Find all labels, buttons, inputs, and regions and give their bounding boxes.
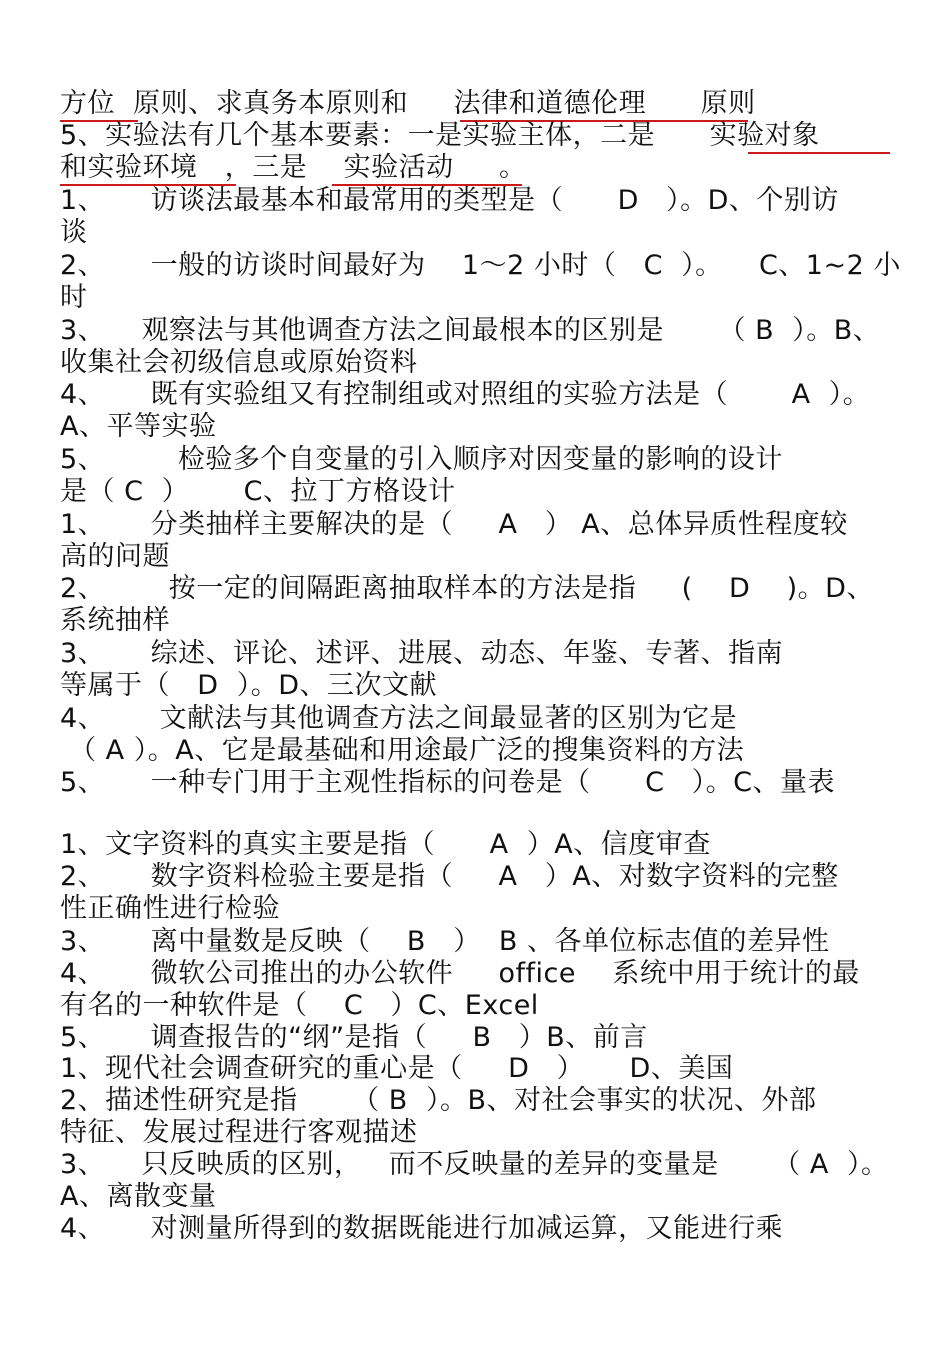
text-line: 1、文字资料的真实主要是指（ A ）A、信度审查 [60,829,711,860]
text-line: 5、 检验多个自变量的引入顺序对因变量的影响的设计 [60,444,783,475]
text-line: 方位 原则、求真务本原则和 法律和道德伦理 原则 [60,88,756,119]
text-line: 高的问题 [60,541,170,572]
text-line: 1、现代社会调查研究的重心是（ D ） D、美国 [60,1053,734,1084]
text-line: 3、 只反映质的区别， 而不反映量的差异的变量是 （ A ）。 [60,1149,889,1180]
text-line: 4、 对测量所得到的数据既能进行加减运算，又能进行乘 [60,1213,784,1244]
text-line: 和实验环境 ，三是 实验活动 。 [60,152,527,183]
text-line: A、平等实验 [60,411,217,442]
text-line: 2、 一般的访谈时间最好为 1～2 小时（ C ）。 C、1~2 小 [60,250,901,281]
text-line: 谈 [60,217,88,248]
text-line: 收集社会初级信息或原始资料 [60,347,418,378]
text-line: 2、 数字资料检验主要是指（ A ）A、对数字资料的完整 [60,861,839,892]
text-line: 是（ C ） C、拉丁方格设计 [60,476,456,507]
text-line: 4、 既有实验组又有控制组或对照组的实验方法是（ A ）。 [60,379,871,410]
text-line: 5、 调查报告的“纲”是指（ B ）B、前言 [60,1022,648,1053]
text-line: 4、 文献法与其他调查方法之间最显著的区别为它是 [60,703,738,734]
underline-experiment-object [748,152,890,154]
text-line: 时 [60,282,88,313]
text-line: 5、实验法有几个基本要素：一是实验主体，二是 实验对象 [60,120,820,151]
text-line: 有名的一种软件是（ C ）C、Excel [60,990,539,1021]
text-line: 1、 分类抽样主要解决的是（ A ） A、总体异质性程度较 [60,509,848,540]
text-line: 性正确性进行检验 [60,893,280,924]
text-line: 4、 微软公司推出的办公软件 office 系统中用于统计的最 [60,958,860,989]
text-line: 3、 离中量数是反映（ B ） B 、各单位标志值的差异性 [60,926,830,957]
text-line: 3、 观察法与其他调查方法之间最根本的区别是 （ B ）。B、 [60,315,881,346]
text-line: 2、描述性研究是指 （ B ）。B、对社会事实的状况、外部 [60,1085,817,1116]
text-line: （ A ）。A、它是最基础和用途最广泛的搜集资料的方法 [60,735,745,766]
text-line: 特征、发展过程进行客观描述 [60,1117,418,1148]
text-line: 1、 访谈法最基本和最常用的类型是（ D ）。D、个别访 [60,185,839,216]
text-line: 等属于（ D ）。D、三次文献 [60,670,437,701]
text-line: 系统抽样 [60,605,170,636]
text-line: 3、 综述、评论、述评、进展、动态、年鉴、专著、指南 [60,638,784,669]
text-line: A、离散变量 [60,1181,217,1212]
text-line: 2、 按一定的间隔距离抽取样本的方法是指 ( D )。D、 [60,573,874,604]
text-line: 5、 一种专门用于主观性指标的问卷是（ C ）。C、量表 [60,767,836,798]
